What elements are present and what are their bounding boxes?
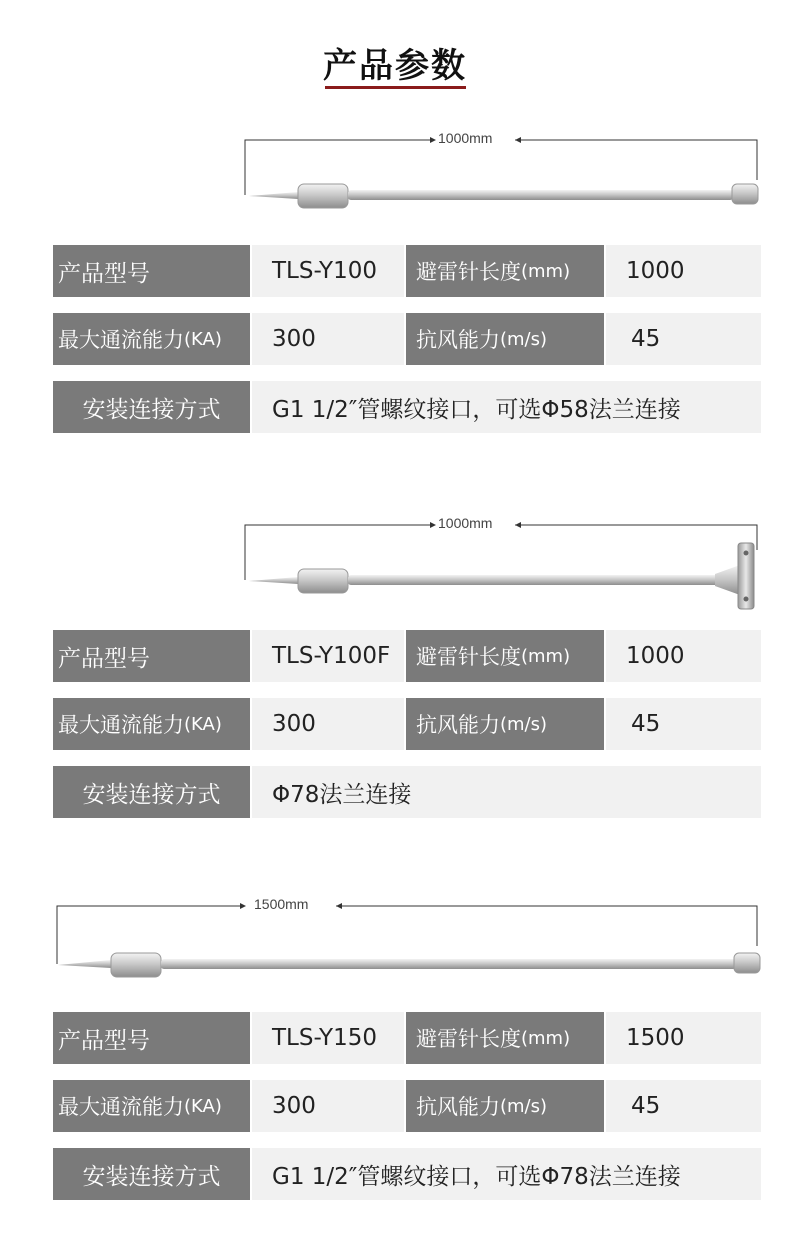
max-current-text: 最大通流能力	[58, 713, 184, 737]
spec-row-model	[53, 1012, 761, 1064]
spec-row-current	[53, 1080, 761, 1132]
max-current-value: 300	[252, 698, 404, 750]
page-title: 产品参数	[323, 46, 467, 86]
spec-row-connection	[53, 766, 761, 818]
rod-length-text: 避雷针长度	[416, 645, 521, 669]
spec-row-model	[53, 245, 761, 297]
rod-length-label	[406, 245, 604, 297]
wind-resistance-value: 45	[606, 313, 761, 365]
wind-resistance-text: 抗风能力	[416, 713, 500, 737]
connection-label: 安装连接方式	[53, 381, 250, 433]
spec-row-model	[53, 630, 761, 682]
max-current-value: 300	[252, 1080, 404, 1132]
model-label: 产品型号	[53, 630, 250, 682]
title-underline	[325, 86, 466, 89]
max-current-text: 最大通流能力	[58, 1095, 184, 1119]
wind-resistance-text: 抗风能力	[416, 1095, 500, 1119]
length-dimension-label: 1000mm	[438, 515, 493, 531]
connection-value: Φ78法兰连接	[252, 766, 761, 818]
rod-length-value: 1000	[606, 630, 761, 682]
rod-length-label	[406, 630, 604, 682]
wind-resistance-label	[406, 1080, 604, 1132]
rod-length-text: 避雷针长度	[416, 260, 521, 284]
max-current-text: 最大通流能力	[58, 328, 184, 352]
length-dimension-label: 1000mm	[438, 130, 493, 146]
max-current-unit: (KA)	[184, 1095, 222, 1117]
rod-length-value: 1000	[606, 245, 761, 297]
rod-length-unit: (mm)	[521, 645, 571, 667]
rod-length-value: 1500	[606, 1012, 761, 1064]
connection-value: G1 1/2″管螺纹接口，可选Φ78法兰连接	[252, 1148, 761, 1200]
max-current-unit: (KA)	[184, 328, 222, 350]
length-dimension-label: 1500mm	[254, 896, 309, 912]
wind-resistance-value: 45	[606, 1080, 761, 1132]
wind-resistance-value: 45	[606, 698, 761, 750]
connection-label: 安装连接方式	[53, 1148, 250, 1200]
max-current-value: 300	[252, 313, 404, 365]
connection-label: 安装连接方式	[53, 766, 250, 818]
rod-length-unit: (mm)	[521, 1027, 571, 1049]
model-label: 产品型号	[53, 245, 250, 297]
wind-resistance-label	[406, 313, 604, 365]
rod-length-text: 避雷针长度	[416, 1027, 521, 1051]
spec-row-connection	[53, 381, 761, 433]
wind-resistance-text: 抗风能力	[416, 328, 500, 352]
wind-resistance-unit: (m/s)	[500, 328, 548, 350]
max-current-label	[53, 313, 250, 365]
model-value: TLS-Y100	[252, 245, 404, 297]
max-current-label	[53, 698, 250, 750]
wind-resistance-unit: (m/s)	[500, 713, 548, 735]
spec-row-current	[53, 313, 761, 365]
wind-resistance-label	[406, 698, 604, 750]
connection-value: G1 1/2″管螺纹接口，可选Φ58法兰连接	[252, 381, 761, 433]
model-label: 产品型号	[53, 1012, 250, 1064]
lightning-rod-flange-diagram	[0, 505, 790, 615]
lightning-rod-diagram	[0, 120, 790, 230]
max-current-label	[53, 1080, 250, 1132]
rod-length-unit: (mm)	[521, 260, 571, 282]
spec-row-current	[53, 698, 761, 750]
wind-resistance-unit: (m/s)	[500, 1095, 548, 1117]
rod-length-label	[406, 1012, 604, 1064]
model-value: TLS-Y150	[252, 1012, 404, 1064]
spec-row-connection	[53, 1148, 761, 1200]
max-current-unit: (KA)	[184, 713, 222, 735]
model-value: TLS-Y100F	[252, 630, 404, 682]
lightning-rod-long-diagram	[0, 886, 790, 996]
